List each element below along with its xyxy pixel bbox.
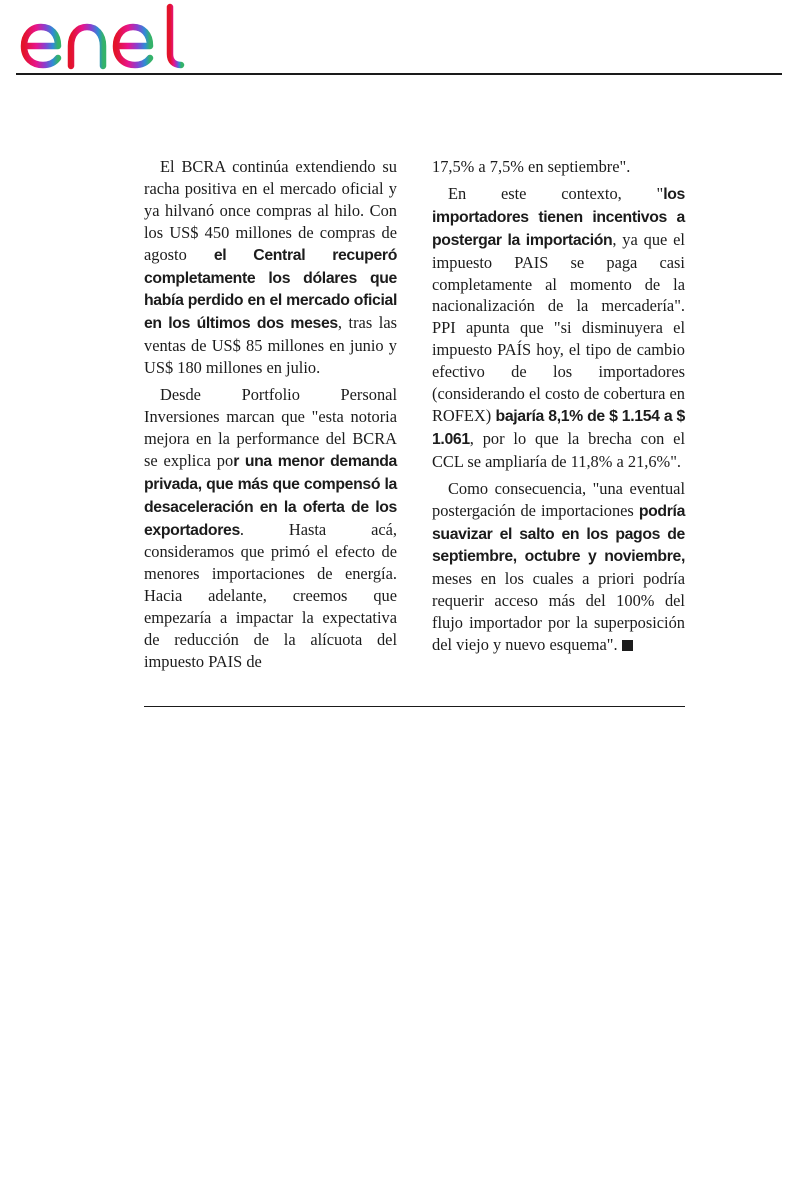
- body-text: Como consecuencia, "una eventual postergación de importaciones: [432, 478, 685, 520]
- end-of-article-mark: [622, 640, 633, 651]
- article-paragraph: [432, 183, 685, 473]
- body-text: En este contexto, ": [448, 183, 664, 203]
- body-text: Desde Portfolio Personal Inversiones marcan que "esta notoria mejora en la performance del BCRA se explica po: [144, 385, 397, 470]
- article-column-left: [144, 156, 397, 673]
- enel-logo: [18, 2, 198, 72]
- highlighted-text: los importadores tienen incentivos a postergar la importación: [432, 185, 685, 249]
- body-text: , por lo que la brecha con el CCL se ampliaría de 11,8% a 21,6%".: [432, 428, 685, 471]
- article-end-divider: [144, 706, 685, 707]
- article-paragraph: [432, 478, 685, 656]
- body-text: , tras las ventas de US$ 85 millones en junio y US$ 180 millones en julio.: [144, 313, 397, 378]
- body-text: 17,5% a 7,5% en septiembre".: [432, 157, 631, 176]
- body-text: , ya que el impuesto PAIS se paga casi completamente al momento de la nacionalización de la mercadería". PPI apunta que "si disminuyera el impuesto PAÍS hoy, el tipo de cambio efectivo de los importadores (considerando el costo de cobertura en ROFEX): [432, 229, 685, 425]
- highlighted-text: podría suavizar el salto en los pagos de septiembre, octubre y noviembre,: [432, 502, 685, 566]
- highlighted-text: bajaría 8,1% de $ 1.154 a $ 1.061: [432, 407, 685, 448]
- body-text: . Hasta acá, consideramos que primó el efecto de menores importaciones de energía. Hacia adelante, creemos que empezaría a impactar la expectativa de reducción de la alícuota del impuesto PAIS de: [144, 519, 397, 671]
- article-column-right: [432, 156, 685, 673]
- highlighted-text: el Central recuperó completamente los dólares que había perdido en el mercado oficial en los últimos dos meses: [144, 246, 397, 333]
- article-paragraph: [144, 156, 397, 379]
- highlighted-text: r una menor demanda privada, que más que compensó la desaceleración en la oferta de los exportadores: [144, 452, 397, 539]
- header-divider: [16, 73, 782, 75]
- article-paragraph: [432, 156, 685, 178]
- article-paragraph: [144, 384, 397, 673]
- body-text: El BCRA continúa extendiendo su racha positiva en el mercado oficial y ya hilvanó once compras al hilo. Con los US$ 450 millones de compras de agosto: [144, 157, 397, 264]
- body-text: meses en los cuales a priori podría requerir acceso más del 100% del flujo importador por la superposición del viejo y nuevo esquema".: [432, 569, 685, 655]
- article-body: [144, 156, 685, 673]
